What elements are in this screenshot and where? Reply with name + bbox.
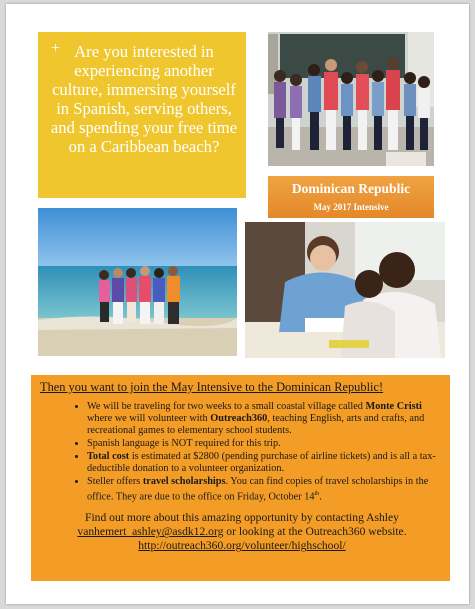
list-item <box>87 476 444 503</box>
contact-intro: Find out more about this amazing opportunity by contacting Ashley <box>85 511 399 525</box>
details-list <box>40 401 444 503</box>
list-item <box>87 401 444 437</box>
tutoring-photo <box>245 222 445 358</box>
contact-email-link[interactable]: vanhemert_ashley@asdk12.org <box>77 525 224 539</box>
bullet3-text: is estimated at $2800 (pending purchase of airline tickets) and is all a tax-deductible donation to a volunteer organization. <box>87 451 436 474</box>
classroom-photo <box>268 32 434 166</box>
beach-photo <box>38 208 237 356</box>
list-item <box>87 451 444 475</box>
flyer-page <box>6 4 469 604</box>
website-url-link[interactable]: http://outreach360.org/volunteer/highschool/ <box>138 539 346 553</box>
intro-question-box <box>38 32 246 198</box>
country-name: Dominican Republic <box>291 181 411 196</box>
details-box <box>31 375 450 581</box>
bullet1-text: We will be traveling for two weeks to a small coastal village called <box>87 401 366 412</box>
intro-question-text: Are you interested in experiencing another culture, immersing yourself in Spanish, serving others, and spending your free time on a Caribbean beach? <box>50 42 238 156</box>
org-name: Outreach360 <box>210 413 268 424</box>
bullet2-text: Spanish language is NOT required for this trip. <box>87 438 281 449</box>
bullet1-mid: where we will volunteer with <box>87 413 211 424</box>
bullet1-end: , teaching English, arts and crafts, and recreational games to elementary school students. <box>87 413 425 436</box>
trip-label <box>268 176 434 218</box>
contact-website-text: or looking at the Outreach360 website. <box>223 525 407 539</box>
scholarship-label: travel scholarships <box>142 476 226 487</box>
plus-mark: + <box>51 40 61 57</box>
village-name: Monte Cristi <box>365 401 422 412</box>
ordinal-suffix: th <box>314 491 320 497</box>
trip-subtitle: May 2017 Intensive <box>313 202 389 212</box>
bullet4-mid: . You can find copies of travel scholarships in the office. They are due to the office on Friday, October 14 <box>87 476 429 503</box>
cost-label: Total cost <box>87 451 130 462</box>
bullet4-text: Steller offers <box>87 476 143 487</box>
contact-footer <box>40 511 444 553</box>
bullet4-end: . <box>319 491 322 503</box>
details-headline: Then you want to join the May Intensive to the Dominican Republic! <box>40 380 384 394</box>
list-item <box>87 438 444 450</box>
